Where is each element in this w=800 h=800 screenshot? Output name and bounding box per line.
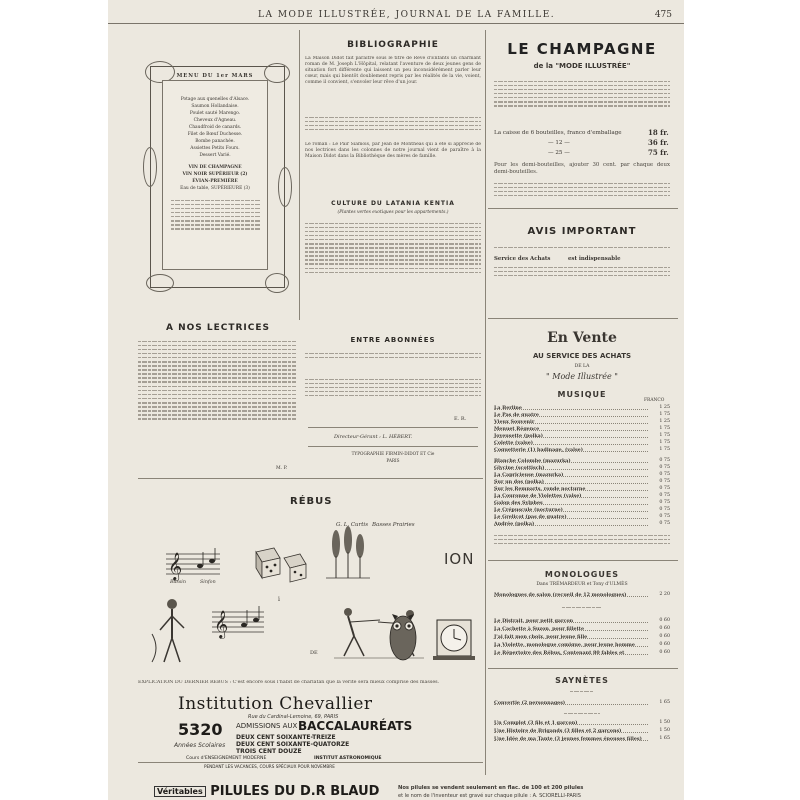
menu-item: Chaudfroid de canards. <box>188 125 242 130</box>
champagne-subtitle: de la "MODE ILLUSTRÉE" <box>533 62 631 70</box>
owl-icon <box>390 614 416 660</box>
bibliographie-p1: La Maison Didot fait paraître sous le titre de Rêve d'Enfants un charmant roman de M. Joseph L'Hôpital, relatant l'aventure de deux jeunes gens de situation fort différente qui laissent un peu inconsidérément parler leur cœur, mais qui bientôt doublement repris par les réalités de la vie, voient, comme il convient, s'envoler leur rêve d'un jour. <box>305 56 481 86</box>
musique-bottom-rule <box>488 560 678 561</box>
champagne-title: LE CHAMPAGNE <box>507 40 657 58</box>
music-staff-icon <box>212 606 264 639</box>
saynete-item: Une Idée de ma Tante (3 jeunes femmes épouses filles) 1 65 <box>494 736 670 742</box>
menu-item: Assiettes Petits Fours. <box>190 146 240 151</box>
rebus-figure-small: i <box>278 596 280 603</box>
vine-ornament <box>146 274 174 292</box>
abonnees-intro <box>305 350 481 368</box>
monologue-item: J'ai fait mon choix, pour jeune fille 0 60 <box>494 634 670 640</box>
typographie-line2: PARIS <box>386 458 400 463</box>
envente-mode: " Mode Illustrée " <box>546 372 618 381</box>
abonnees-signature: E. R. <box>454 416 467 422</box>
saynetes-title: SAYNÈTES <box>555 676 609 685</box>
champagne-caisse: La caisse de 6 bouteilles, franco d'emballage <box>494 130 622 136</box>
menu-item: Dessert Varié. <box>199 153 231 158</box>
lectrices-text <box>138 338 296 466</box>
latania-title: CULTURE DU LATANIA KENTIA <box>331 200 455 207</box>
journal-title: LA MODE ILLUSTRÉE, JOURNAL DE LA FAMILLE. <box>258 10 556 20</box>
menu-notes <box>171 197 261 257</box>
institution-cours: Cours d'ENSEIGNEMENT MODERNE <box>186 756 267 761</box>
page-header <box>108 6 684 24</box>
musique-item: Sur les Remparts, ronde nocturne 0 75 <box>494 486 670 492</box>
musique-item: Andrée (polka) 0 75 <box>494 521 670 527</box>
institution-admissions: ADMISSIONS AUX <box>236 722 298 730</box>
abonnees-title: ENTRE ABONNÉES <box>350 336 436 344</box>
menu-wine: ÉVIAN-PREMIÈRE <box>192 179 238 184</box>
monologue-subhead <box>494 604 670 614</box>
musique-notes <box>494 532 670 554</box>
menu-item: Poulet sauté Marengo. <box>189 111 241 116</box>
musique-item: Le Pas de quatre 1 75 <box>494 412 670 418</box>
rebus-label-de: DE <box>310 650 318 656</box>
avis-key-1: Service des Achats <box>494 256 551 262</box>
champagne-price-1: 18 fr. <box>648 128 669 137</box>
envente-subtitle: AU SERVICE DES ACHATS <box>532 352 632 360</box>
abonnees-text <box>305 376 481 412</box>
musique-item: Coquetterie (1) badinage, (valse) 1 75 <box>494 447 670 453</box>
musique-item: Blanche Colombe (mazurka) 0 75 <box>494 458 670 464</box>
institution-year1: DEUX CENT SOIXANTE-TREIZE <box>236 734 336 741</box>
menu-item: Potage aux quenelles d'Alsace. <box>180 97 250 102</box>
menu-wine: Eau de table, SUPÉRIEURE (3) <box>180 186 250 191</box>
bibliographie-p2: Le roman : Le Pair Siamois, par Jean de Monthéas qui a été si apprécié de nos lectrices dans les colonnes de notre journal vient de paraître à la Maison Didot dans la Bibliothèque des mères de famille. <box>305 142 481 160</box>
typo-rule <box>308 446 478 447</box>
rebus-caption: EXPLICATION DU DERNIER RÉBUS : C'est encore sous l'habit de charlatan que la vérité sera mieux comprise des masses. <box>138 680 440 685</box>
bibliographie-title: BIBLIOGRAPHIE <box>347 40 439 50</box>
musique-item: Menuet Régence 1 75 <box>494 426 670 432</box>
monologue-item: Le Distrait, pour petit garçon 0 60 <box>494 618 670 624</box>
musique-item: Galop des Sylphes 0 75 <box>494 500 670 506</box>
musique-item: Le Crépuscule (nocturne) 0 75 <box>494 507 670 513</box>
musique-item: Glycine (scottisch) 0 75 <box>494 465 670 471</box>
menu-wine: VIN DE CHAMPAGNE <box>188 165 242 170</box>
monologue-item: Le Répertoire des Rébus, Contenant 80 fables et 0 60 <box>494 650 670 656</box>
avis-title: AVIS IMPORTANT <box>527 226 637 237</box>
institution-name: Institution Chevallier <box>178 694 373 714</box>
bibliographie-filler <box>305 114 481 138</box>
knight-icon <box>152 599 184 662</box>
rebus-label-sinfon: Sinfon <box>200 580 216 585</box>
svg-text:𝄞: 𝄞 <box>168 552 183 580</box>
saynete-item: Un Complot (3 fils et 1 garçon) 1 50 <box>494 720 670 726</box>
champagne-demi: Pour les demi-bouteilles, ajouter 30 cent. par chaque deux demi-bouteilles. <box>494 162 670 175</box>
monologue-item: Monologues de salon (recueil de 12 monologues) 2 20 <box>494 592 670 598</box>
saynete-item: Convertie (2 personnages) 1 65 <box>494 700 670 706</box>
rebus-label-bassin: Bassin <box>170 580 186 585</box>
institution-year2: DEUX CENT SOIXANTE-QUATORZE <box>236 741 350 748</box>
musique-item: Vieux Souvenir 1 25 <box>494 419 670 425</box>
rebus-label-ion: ION <box>444 550 475 568</box>
institution-bacc: BACCALAURÉATS <box>298 719 413 733</box>
champagne-row-2: — 12 — <box>548 140 570 146</box>
rebus-label-basses: Basses Prairies <box>372 522 415 528</box>
footer-line-2: et le nom de l'inventeur est gravé sur chaque pilule : A. SCIORELLI-PARIS <box>398 793 581 799</box>
monologues-bottom-rule <box>488 668 678 669</box>
page-number: 475 <box>654 10 672 20</box>
pilules-name: PILULES DU D.R BLAUD <box>210 784 380 799</box>
menu-heading: MENU DU 1er MARS <box>176 73 254 79</box>
institution-years: Années Scolaires <box>174 742 226 749</box>
menu-item: Cheveux d'Agneau. <box>193 118 237 123</box>
avis-text-1 <box>494 244 670 256</box>
clock-icon <box>433 620 475 660</box>
latania-text <box>305 220 481 302</box>
musique-title: MUSIQUE <box>557 390 607 399</box>
menu-item: Filet de Bœuf Duchesse. <box>187 132 243 137</box>
vine-ornament <box>143 147 157 187</box>
vine-ornament <box>265 273 289 293</box>
champagne-price-2: 36 fr. <box>648 138 669 147</box>
vine-ornament <box>278 167 292 207</box>
menu-item: Bombe panachée. <box>195 139 235 144</box>
envente-title: En Vente <box>547 330 617 346</box>
rebus-title: RÉBUS <box>290 496 333 507</box>
lectrices-title: A NOS LECTRICES <box>165 323 271 333</box>
musique-item: La Berline 1 25 <box>494 405 670 411</box>
institution-address: Rue du Cardinal-Lemoine, 69, PARIS <box>248 714 339 720</box>
column-rule-right <box>485 30 486 775</box>
musique-item: La Couronne de Violettes (valse) 0 75 <box>494 493 670 499</box>
rebus-label-gl: G. L. Curtis <box>336 522 369 528</box>
latania-subtitle: (Plantes vertes exotiques pour les appartements.) <box>337 210 449 215</box>
musique-item: Sur un dos (polka) 0 75 <box>494 479 670 485</box>
pilules-advert <box>154 784 379 799</box>
musique-franco: FRANCO <box>644 398 665 403</box>
monologue-item: La Violette, monologue comique, pour jeune homme 0 60 <box>494 642 670 648</box>
champagne-bottom-rule <box>488 208 678 209</box>
directeur-gerant: Directeur-Gérant : L. HÉBERT. <box>334 434 413 440</box>
institution-astro: INSTITUT ASTRONOMIQUE <box>314 756 382 761</box>
musique-item: Colette (valse) 1 75 <box>494 440 670 446</box>
monologue-item: La Cachette à Suzon, pour fillette 0 60 <box>494 626 670 632</box>
musique-item: Le Grelicot (pas de quatre) 0 75 <box>494 514 670 520</box>
monologues-authors: Dans TRÉMARDEUR et Tony d'ULMÈS <box>536 582 628 587</box>
musique-item: La Capricieuse (mazurka) 0 75 <box>494 472 670 478</box>
institution-year3: TROIS CENT DOUZE <box>236 748 302 755</box>
avis-bottom-rule <box>488 318 678 319</box>
champagne-text <box>494 78 670 126</box>
avis-text-2 <box>494 264 670 288</box>
monologues-title: MONOLOGUES <box>544 570 620 579</box>
tree-icon <box>326 526 370 578</box>
musique-item: Joyeusette (polka) 1 75 <box>494 433 670 439</box>
institution-bottom-rule <box>138 762 483 763</box>
envente-de-la: DE LA <box>574 364 590 369</box>
abonnees-rule <box>308 427 478 428</box>
rebus-row-2-right <box>383 602 478 672</box>
dice-icon <box>256 548 306 582</box>
newspaper-page <box>108 0 684 800</box>
champagne-row-3: — 25 — <box>548 150 570 156</box>
typographie-line1: TYPOGRAPHIE FIRMIN-DIDOT ET Cie <box>351 451 435 456</box>
menu-card <box>162 73 268 270</box>
rebus-top-rule <box>138 478 483 479</box>
institution-vacances: PENDANT LES VACANCES, COURS SPÉCIAUX POUR NOVEMBRE <box>204 764 335 769</box>
institution-number: 5320 <box>178 720 223 739</box>
menu-item: Saumon Hollandaise. <box>191 104 239 109</box>
champagne-price-3: 75 fr. <box>648 148 669 157</box>
avis-key-2: est indispensable <box>568 256 621 262</box>
music-staff-icon <box>166 548 220 581</box>
pilules-prefix: Véritables <box>154 786 206 797</box>
saynete-item: Une Histoire de Brigands (3 filles et 2 garçons) 1 50 <box>494 728 670 734</box>
lectrices-signature: M. P. <box>276 466 288 471</box>
svg-text:𝄞: 𝄞 <box>214 610 229 638</box>
saynetes-author <box>494 688 670 696</box>
saynetes-subhead <box>494 710 670 718</box>
column-rule-left <box>299 30 300 320</box>
champagne-envoi <box>494 180 670 206</box>
footer-line-1: Nos pilules se vendent seulement en flac. de 100 et 200 pilules <box>398 785 584 791</box>
menu-wine: VIN NOIR SUPÉRIEUR (2) <box>182 172 248 177</box>
